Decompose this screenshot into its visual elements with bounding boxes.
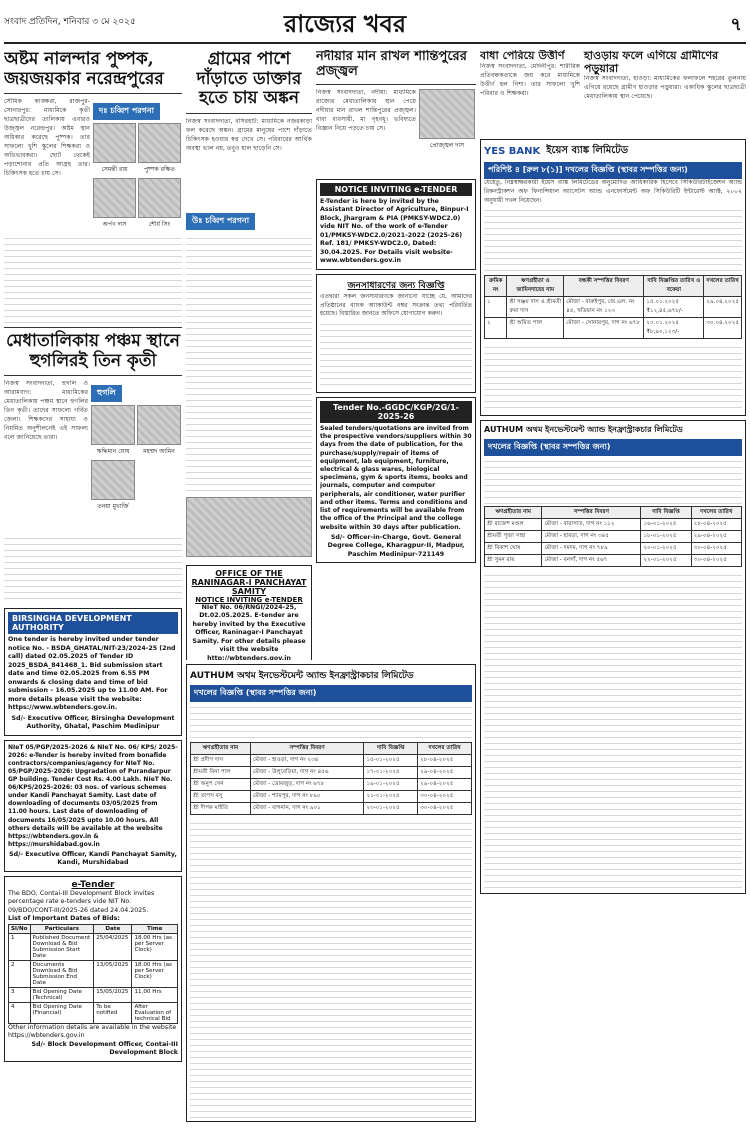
table-header-cell: দাবি বিজ্ঞপ্তি: [641, 507, 691, 519]
divider: [316, 84, 476, 85]
photo-caption: তনয়া মুখার্জি: [97, 503, 129, 511]
table-cell: মৌজা - বনগাঁ, দাগ নং ৫৬৭: [542, 555, 641, 567]
table-cell: ২৯-০৪-২০২৫: [418, 779, 472, 791]
masthead: [4, 4, 746, 44]
table-cell: ৩০-০৪-২০২৫: [691, 555, 741, 567]
table-cell: 13/05/2025: [94, 960, 132, 987]
photo-placeholder: [186, 497, 312, 557]
table-cell: মৌজা - বারুইপুর, জে.এল. নং ৪৫, খতিয়ান নং ১২৩: [564, 297, 644, 318]
table-header-cell: Time: [132, 924, 178, 933]
table-cell: ১৫-০১-২০২৫: [364, 755, 418, 767]
table-row: [485, 543, 742, 555]
e-inviting-notice: [316, 179, 476, 270]
photo-placeholder: [93, 123, 136, 163]
table-cell: 2: [9, 960, 31, 987]
notice-subtitle: NOTICE INVITING e-TENDER: [195, 595, 303, 604]
nalanda-photos: [93, 98, 181, 230]
headline-badha: বাধা পেরিয়ে উত্তীর্ণ: [480, 50, 565, 62]
table-header-row: [485, 507, 742, 519]
table-cell: 3: [9, 987, 31, 1002]
possession-table: [484, 506, 742, 567]
table-header-cell: দাবি বিজ্ঞপ্তির তারিখ ও বকেয়া: [644, 276, 704, 297]
photo-caption: পুষ্পক রক্ষিত: [143, 166, 176, 174]
notice-title: জনসাধারণের জন্য বিজ্ঞপ্তি: [347, 280, 445, 291]
table-cell: 15/05/2025: [94, 987, 132, 1002]
table-row: [9, 987, 178, 1002]
table-cell: ১৭-০১-২০২৫: [364, 767, 418, 779]
table-cell: শ্রী সুমন রায়: [485, 555, 542, 567]
table-header-cell: Particulars: [30, 924, 94, 933]
table-row: [485, 555, 742, 567]
body-text-continuation: [4, 533, 182, 603]
photo-caption: প্রোজ্জ্বল দাস: [429, 141, 465, 149]
table-cell: ১৬-০১-২০২৫: [641, 519, 691, 531]
table-header-cell: সম্পত্তির বিবরণ: [250, 743, 364, 755]
notice-body: এতদ্বারা সকল জনসাধারণকে জানানো যাচ্ছে যে, আমাদের প্রতিষ্ঠানের ব্যাংক অ্যাকাউন্ট নম্বর সংক্রান্ত তথ্য পরিবর্তিত হয়েছে। বিস্তারিত জানতে অফিসে যোগাযোগ করুন।: [320, 292, 472, 318]
table-header-cell: দখলের তারিখ: [691, 507, 741, 519]
notice-title: AUTHUM অথম ইনভেস্টমেন্ট অ্যান্ড ইনফ্রাস্ট্রাকচার লিমিটেড: [484, 425, 683, 435]
notice-banner: BIRSINGHA DEVELOPMENT AUTHORITY: [8, 612, 178, 634]
story-body: নিজস্ব সংবাদদাতা, হুগলি ও আরামবাগ: মাধ্যমিকের মেধাতালিকায় পঞ্চম স্থানে হুগলির তিন কৃতী। তাদের সাফল্যে গর্বিত জেলা। শিক্ষকদের সাহায্য ও নিয়মিত অনুশীলনেই এই সাফল্য বলে জানিয়েছে তারা।: [4, 380, 88, 442]
table-cell: ২৩-০১-২০২৫: [364, 803, 418, 815]
notice-sign: Sd/- Executive Officer, Kandi Panchayat Samity, Kandi, Murshidabad: [9, 850, 177, 867]
photo-row: [93, 178, 181, 230]
table-cell: মৌজা - বারাসাত, দাগ নং ১১২: [542, 519, 641, 531]
table-header-cell: ক্রমিক নং: [485, 276, 507, 297]
table-cell: 11.00 Hrs: [132, 987, 178, 1002]
notice-body: NIeT No. 06/RNGI/2024-25, Dt.02.05.2025. E-tender are hereby invited by the Executive Officer, Raninagar-I Panchayat Samity. For other details please visit the website http://wbtenders.gov.in: [192, 603, 306, 660]
headline-nalanda: অষ্টম নালন্দার পুষ্পক, জয়জয়কার নরেন্দ্রপুরের: [4, 50, 164, 89]
table-header-row: [191, 743, 472, 755]
body-text-continuation: [186, 233, 312, 493]
table-cell: 25/04/2025: [94, 933, 132, 960]
table-row: [191, 779, 472, 791]
table-cell: ১৮-০১-২০২৫: [641, 531, 691, 543]
possession-table: [190, 742, 472, 815]
table-cell: ১: [485, 297, 507, 318]
notice-banner: দখলের বিজ্ঞপ্তি (স্থাবর সম্পত্তির জন্য): [484, 439, 742, 456]
headline-howrah: হাওড়ায় ফলে এগিয়ে গ্রামীণের পড়ুয়ারা: [584, 50, 719, 75]
divider: [4, 93, 182, 94]
photo-caption: শৌর্য সিং: [148, 221, 171, 229]
table-cell: মৌজা - সোনারপুর, দাগ নং ৬৭৮: [564, 318, 644, 339]
table-cell: To be notified: [94, 1002, 132, 1023]
table-cell: ২৯.০৪.২০২৫: [704, 297, 742, 318]
table-cell: মৌজা - হাবড়া, দাগ নং ৩৪৫: [542, 531, 641, 543]
photo-caption: অর্পণ দাস: [102, 221, 127, 229]
photo-placeholder: [91, 460, 135, 500]
table-row: [191, 803, 472, 815]
table-cell: 1: [9, 933, 31, 960]
photo-caption: ঋদ্ধিমান ঘোষ: [96, 448, 130, 456]
table-row: [485, 531, 742, 543]
table-cell: শ্রী বিকাশ ঘোষ: [485, 543, 542, 555]
table-header-cell: Date: [94, 924, 132, 933]
table-cell: ২৮-০৪-২০২৫: [418, 755, 472, 767]
table-header-row: [9, 924, 178, 933]
headline-gramer: গ্রামের পাশে দাঁড়াতে ডাক্তার হতে চায় অঙ্কন: [196, 50, 302, 109]
kandi-notice: [4, 740, 182, 872]
notice-title: ইয়েস ব্যাঙ্ক লিমিটেড: [546, 145, 629, 157]
list-title: List of Important Dates of Bids:: [8, 915, 120, 923]
region-tag: উঃ চব্বিশ পরগনা: [186, 213, 255, 230]
medha-block: [4, 380, 182, 530]
table-continuation: [484, 342, 742, 412]
table-header-row: [485, 276, 742, 297]
notice-body: E-Tender is here by invited by the Assistant Director of Agriculture, Binpur-I Block, Jhargram & PIA (PMKSY-WDC2.0) vide NIT No. of the work of e-Tender 01/PMKSY-WDC2.0/2021-2022 (2025-26) Ref. 181/ PMKSY-WDC2.0, Dated: 30.04.2025. For Details visit website-www.wbtenders.gov.in: [320, 197, 469, 265]
notice-banner: দখলের বিজ্ঞপ্তি (স্থাবর সম্পত্তির জন্য): [190, 685, 472, 702]
table-header-cell: ঋণগ্রহীতার নাম: [191, 743, 251, 755]
table-continuation: [484, 570, 742, 890]
table-cell: মৌজা - শ্যামপুর, দাগ নং ৮৯০: [250, 791, 364, 803]
table-row: [9, 1002, 178, 1023]
table-cell: শ্রী তাপস বসু: [191, 791, 251, 803]
public-notice: [316, 274, 476, 393]
table-cell: ২৯-০৪-২০২৫: [418, 767, 472, 779]
notice-title: e-Tender: [71, 879, 115, 890]
photo-caption: মহম্মদ আমিন: [143, 448, 175, 456]
column-nadiya: [316, 50, 476, 660]
table-row: [485, 318, 742, 339]
table-cell: Published Document Download & Bid Submission Start Date: [30, 933, 94, 960]
photo-placeholder: [138, 123, 181, 163]
notice-footer: Other information details are available in the website https://wbtenders.gov.in: [8, 1023, 177, 1040]
notice-sign: Sd/- Block Development Officer, Contai-III Development Block: [31, 1040, 178, 1057]
table-cell: ৩০.০৪.২০২৫: [704, 318, 742, 339]
table-cell: ২৮-০৪-২০২৫: [691, 519, 741, 531]
notice-banner: NOTICE INVITING e-TENDER: [320, 183, 472, 196]
notice-title: AUTHUM অথম ইনভেস্টমেন্ট অ্যান্ড ইনফ্রাস্ট্রাকচার লিমিটেড: [190, 671, 414, 681]
table-cell: শ্রী অনুপ সেন: [191, 779, 251, 791]
table-cell: শ্রী প্রদীপ দাস: [191, 755, 251, 767]
table-header-cell: ঋণগ্রহীতা ও জামিনদারের নাম: [507, 276, 564, 297]
notice-banner: পরিশিষ্ট ৪ [রুল ৮(১)] দখলের বিজ্ঞপ্তি (স্থাবর সম্পত্তির জন্য): [484, 162, 742, 179]
nalanda-top: [4, 98, 182, 230]
raninagar-notice: [186, 565, 312, 660]
gdc-tender-notice: [316, 397, 476, 563]
photo-placeholder: [93, 178, 136, 218]
table-cell: ১৫.০১.২০২৫ ₹১২,৪৫,৬৭৮/-: [644, 297, 704, 318]
table-row: [9, 933, 178, 960]
authum-mid-notice-area: [186, 664, 476, 1142]
table-cell: 4: [9, 1002, 31, 1023]
table-cell: শ্রী অমিত পাল: [507, 318, 564, 339]
etender-notice: [4, 876, 182, 1062]
birsingha-notice: [4, 608, 182, 736]
table-cell: মৌজা - বাগনান, দাগ নং ৯০১: [250, 803, 364, 815]
column-left: [4, 50, 182, 1142]
authum-mid-notice: [186, 664, 476, 1122]
photo-placeholder: [137, 405, 181, 445]
table-cell: শ্রী দীপক মাইতি: [191, 803, 251, 815]
dates-table: [8, 924, 178, 1024]
body-text-continuation: [320, 319, 472, 389]
notice-sign: Sd/- Officer-in-Charge, Govt. General Degree College, Kharagpur-II, Madpur, Paschim Medinipur-721149: [327, 533, 465, 558]
photo-placeholder: [419, 89, 475, 139]
body-text-continuation: [484, 205, 742, 275]
table-cell: ২: [485, 318, 507, 339]
story-body: সৌমিক কাঙ্ক্ষরা, রাজপুর-সোনারপুর: মাধ্যমিকে কৃতী ছাত্রছাত্রীদের তালিকায় এবারও উজ্জ্বল নরেন্দ্রপুর। অষ্টম স্থান অধিকার করেছে পুষ্পক। তার সাফল্যে খুশি স্কুলের শিক্ষকরা ও অভিভাবকরা। ছোট থেকেই পড়াশোনার প্রতি আগ্রহ তার। চিকিৎসক হতে চায় সে।: [4, 98, 90, 177]
column-right: [480, 50, 746, 1142]
table-row: [191, 767, 472, 779]
region-tag: হুগলি: [91, 385, 122, 402]
table-cell: ২১-০১-২০২৫: [364, 791, 418, 803]
table-cell: After Evaluation of technical Bid: [132, 1002, 178, 1023]
table-header-cell: বন্ধকী সম্পত্তির বিবরণ: [564, 276, 644, 297]
photo-placeholder: [138, 178, 181, 218]
table-cell: 18.00 Hrs (as per Server Clock): [132, 933, 178, 960]
table-row: [191, 791, 472, 803]
table-cell: Bid Opening Date (Technical): [30, 987, 94, 1002]
notice-body: One tender is hereby invited under tender notice No. - BSDA_GHATAL/NIT-23/2024-25 (2nd call) dated 02.05.2025 of Tender ID 2025_BSDA_841468_1. Bid submission start date and time 02.05.2025 from 6.55 PM onwards & closing date and time of bid submission – 16.05.2025 up to 11.00 AM. For more details please visit the website: https://www.wbtenders.gov.in.: [8, 636, 176, 712]
headline-medhatalika: মেধাতালিকায় পঞ্চম স্থানে হুগলিরই তিন কৃতী: [6, 331, 180, 371]
table-cell: ২২-০১-২০২৫: [641, 555, 691, 567]
notice-banner: Tender No.-GGDC/KGP/2G/1-2025-26: [320, 401, 472, 423]
headline-nadiya: নদীয়ার মান রাখল শান্তিপুরের প্রজ্জ্বল: [316, 50, 467, 79]
table-cell: শ্রীমতী পূজা সাহা: [485, 531, 542, 543]
table-cell: ২০.০১.২০২৫ ₹৮,৯০,১২৩/-: [644, 318, 704, 339]
notice-sign: Sd/- Executive Officer, Birsingha Development Authority, Ghatal, Paschim Medinipur: [11, 714, 175, 731]
table-cell: ২০-০১-২০২৫: [641, 543, 691, 555]
photo-caption: সেমন্তী রায়: [101, 166, 128, 174]
table-cell: মৌজা - উলুবেড়িয়া, দাগ নং ৪৫৬: [250, 767, 364, 779]
table-cell: শ্রী সঞ্জয় দাস ও শ্রীমতী রুমা দাস: [507, 297, 564, 318]
possession-table: [484, 275, 742, 339]
page-number: ৭: [730, 14, 742, 35]
photo-row: [93, 123, 181, 175]
notice-body: Sealed tenders/quotations are invited from the prospective vendors/suppliers within 30 days from the date of publication, for the purchase/supply/repair of items of equipment, lab equipment, furniture, electrical & glass wares, biological specimens, gym & sports items, books and journals, computer and computer peripherals, air conditioner, water purifier and other items. Terms and conditions and list of requirements will be available from the office of the Principal and the college website within 30 days after publication.: [320, 424, 472, 531]
yes-bank-logo: YES BANK: [484, 146, 541, 158]
body-text-continuation: [190, 702, 472, 742]
table-cell: ৩০-০৪-২০২৫: [418, 791, 472, 803]
story-body: নিজস্ব সংবাদদাতা, বসিরহাট: মাধ্যমিকে নজরকাড়া ফল করেছে অঙ্কন। গ্রামের মানুষের পাশে দাঁড়াতে চিকিৎসক হওয়ার স্বপ্ন দেখে সে। পরিবারের আর্থিক অবস্থা ভাল নয়, তবুও হাল ছাড়েনি সে।: [186, 117, 312, 152]
table-cell: Bid Opening Date (Financial): [30, 1002, 94, 1023]
section-title: রাজ্যের খবর: [284, 9, 407, 38]
story-body: নিজস্ব সংবাদদাতা, নদীয়া: মাধ্যমিকে রাজ্যের মেধাতালিকায় স্থান পেয়ে নদীয়ার মান রাখল শান্তিপুরের প্রজ্জ্বল। বাবা ব্যবসায়ী, মা গৃহবধূ। ভবিষ্যতে বিজ্ঞান নিয়ে পড়তে চায় সে।: [316, 88, 416, 132]
photo-placeholder: [91, 405, 135, 445]
table-cell: মৌজা - দমদম, দাগ নং ৭৮৯: [542, 543, 641, 555]
table-header-cell: ঋণগ্রহীতার নাম: [485, 507, 542, 519]
table-row: [485, 297, 742, 318]
table-header-cell: সম্পত্তির বিবরণ: [542, 507, 641, 519]
table-cell: Documents Download & Bid Submission End Date: [30, 960, 94, 987]
table-row: [191, 755, 472, 767]
table-cell: শ্রীমতী রিনা পাল: [191, 767, 251, 779]
column-gramer: [186, 50, 312, 660]
notice-intro: The BDO, Contai-III Development Block invites percentage rate e-tenders vide NIT No. 09/BDO/CONT-III/2025-26 dated 24.04.2025.: [8, 889, 155, 914]
divider: [186, 113, 312, 114]
table-cell: শ্রী রাজেশ মণ্ডল: [485, 519, 542, 531]
notice-title: OFFICE OF THE RANINAGAR-I PANCHAYAT SAMITY: [191, 568, 307, 596]
table-cell: মৌজা - হাওড়া, দাগ নং ২৩৪: [250, 755, 364, 767]
table-cell: ৩০-০৪-২০২৫: [691, 543, 741, 555]
divider: [4, 327, 182, 328]
body-text-continuation: [484, 456, 742, 506]
table-header-cell: দখলের তারিখ: [418, 743, 472, 755]
table-row: [485, 519, 742, 531]
table-cell: ৩০-০৪-২০২৫: [418, 803, 472, 815]
region-tag: দঃ চব্বিশ পরগনা: [93, 103, 160, 120]
yes-bank-notice: [480, 139, 746, 416]
notice-body: NIeT 05/PGP/2025-2026 & NIeT No. 06/ KPS/ 2025-2026: e-Tender is hereby invited from bonafide contractors/companies/agency for NIeT No. 05/PGP/2025-2026: Upgradation of Purandarpur GP building. Tender Cost Rs. 4.00 Lakh. NIeT No. 06/KPS/2025-2026: 03 nos. of various schemes under Kandi Panchayat Samity. Last date of downloading of documents 03/05/2025 from 11.00 hours. Last date of downloading of documents 16/05/2025 upto 10.00 hours. All others details will be available at the website https://wbtenders.gov.in & https://murshidabad.gov.in: [8, 743, 178, 848]
dateline: সংবাদ প্রতিদিন, শনিবার ৩ মে ২০২৫: [4, 17, 136, 27]
table-cell: ১৯-০১-২০২৫: [364, 779, 418, 791]
notice-body: যেহেতু, নিম্নস্বাক্ষরকারী ইয়েস ব্যাঙ্ক লিমিটেডের অনুমোদিত আধিকারিক হিসেবে সিকিউরিটাইজেশন অ্যান্ড রিকনস্ট্রাকশন অফ ফিনান্সিয়াল অ্যাসেটস অ্যান্ড এনফোর্সমেন্ট অফ সিকিউরিটি ইন্টারেস্ট অ্যাক্ট, ২০০২ অনুযায়ী দখল নিয়েছেন।: [484, 179, 742, 204]
table-cell: 18.00 Hrs (as per Server Clock): [132, 960, 178, 987]
table-header-cell: দখলের তারিখ: [704, 276, 742, 297]
authum-right-notice: [480, 420, 746, 894]
table-cell: ২৯-০৪-২০২৫: [691, 531, 741, 543]
story-body: নিজস্ব সংবাদদাতা, মেদিনীপুর: শারীরিক প্রতিবন্ধকতাকে জয় করে মাধ্যমিকে উত্তীর্ণ হল নিশা। তার সাফল্যে খুশি পরিবার ও শিক্ষকরা।: [480, 62, 580, 97]
table-header-cell: দাবি বিজ্ঞপ্তি: [364, 743, 418, 755]
table-row: [9, 960, 178, 987]
table-continuation: [190, 818, 472, 1118]
divider: [4, 375, 182, 376]
medha-photos: [91, 380, 181, 530]
table-cell: মৌজা - ডোমজুড়, দাগ নং ৬৭৮: [250, 779, 364, 791]
story-body: নিজস্ব সংবাদদাতা, হাওড়া: মাধ্যমিকের ফলাফলে শহরের তুলনায় এগিয়ে রয়েছে গ্রামীণ হাওড়ার পড়ুয়ারা। একাধিক স্কুলের ছাত্রছাত্রী মেধাতালিকায় স্থান পেয়েছে।: [584, 75, 746, 101]
body-text-continuation: [4, 233, 182, 323]
table-header-cell: Sl/No: [9, 924, 31, 933]
